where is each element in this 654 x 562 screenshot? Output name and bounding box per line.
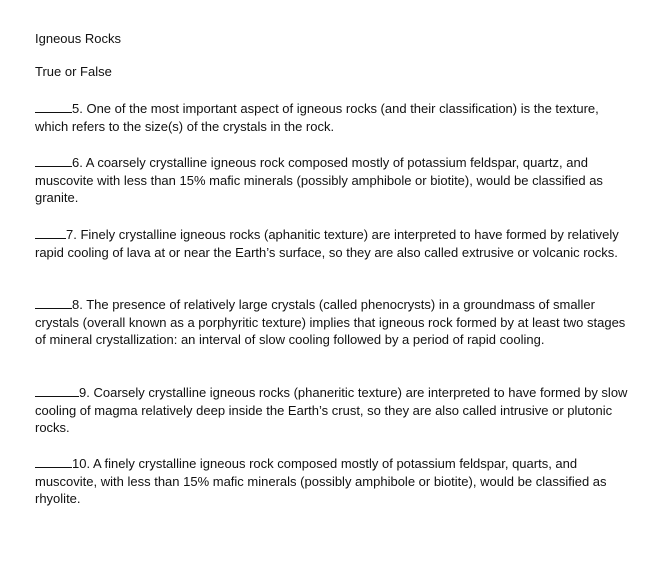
question-number: 10. (72, 456, 91, 471)
question-7 (35, 226, 635, 261)
question-8 (35, 296, 635, 349)
answer-blank[interactable] (35, 296, 72, 309)
question-text: Finely crystalline igneous rocks (aphanitic texture) are interpreted to have formed by relatively rapid cooling of lava at or near the Earth’s surface, so they are also called extrusive or volcanic rocks. (35, 227, 619, 260)
worksheet-title: Igneous Rocks (35, 31, 121, 46)
question-text: The presence of relatively large crystals (called phenocrysts) in a groundmass of smaller crystals (overall known as a porphyritic texture) implies that igneous rock formed by at least two stages of mineral crystallization: an interval of slow cooling followed by a period of rapid cooling. (35, 297, 626, 347)
question-10 (35, 455, 635, 508)
question-number: 5. (72, 101, 83, 116)
answer-blank[interactable] (35, 226, 66, 239)
answer-blank[interactable] (35, 455, 72, 468)
question-9 (35, 384, 635, 437)
question-text: One of the most important aspect of igneous rocks (and their classification) is the texture, which refers to the size(s) of the crystals in the rock. (35, 101, 599, 134)
worksheet-page (35, 30, 635, 506)
question-number: 8. (72, 297, 83, 312)
answer-blank[interactable] (35, 100, 72, 113)
question-text: A finely crystalline igneous rock composed mostly of potassium feldspar, quarts, and muscovite, with less than 15% mafic minerals (possibly amphibole or biotite), would be classified as rhyolite. (35, 456, 607, 506)
question-text: Coarsely crystalline igneous rocks (phaneritic texture) are interpreted to have formed by slow cooling of magma relatively deep inside the Earth’s crust, so they are also called intrusive or plutonic rocks. (35, 385, 628, 435)
question-number: 6. (72, 155, 83, 170)
question-6 (35, 154, 635, 207)
question-number: 9. (79, 385, 90, 400)
question-text: A coarsely crystalline igneous rock composed mostly of potassium feldspar, quartz, and muscovite with less than 15% mafic minerals (possibly amphibole or biotite), would be classified as granite. (35, 155, 603, 205)
section-heading: True or False (35, 64, 112, 79)
question-number: 7. (66, 227, 77, 242)
answer-blank[interactable] (35, 154, 72, 167)
answer-blank[interactable] (35, 384, 79, 397)
question-5 (35, 100, 635, 135)
